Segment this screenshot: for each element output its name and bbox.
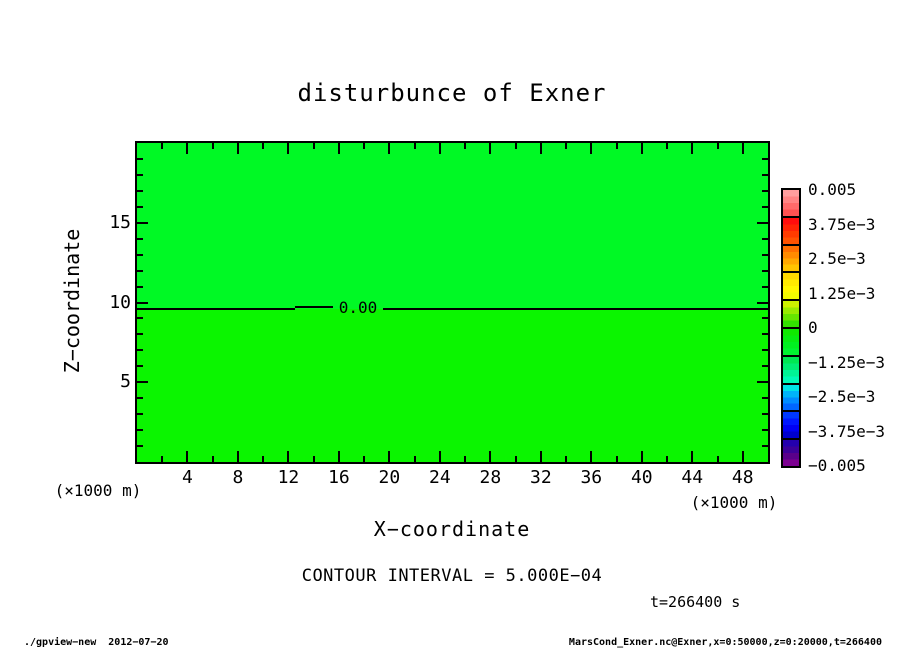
- y-axis-unit: (×1000 m): [54, 481, 142, 500]
- colorbar-cell: [783, 329, 799, 357]
- y-tick-mark: [137, 190, 143, 192]
- colorbar-cell: [783, 440, 799, 466]
- colorbar-cell: [783, 246, 799, 274]
- y-tick-mark: [762, 286, 768, 288]
- y-tick-mark: [137, 381, 148, 383]
- y-tick-label: 15: [109, 211, 131, 233]
- colorbar-cell: [783, 273, 799, 301]
- y-tick-mark: [137, 445, 143, 447]
- x-tick-label: 28: [479, 467, 502, 488]
- x-tick-mark: [313, 456, 315, 462]
- colorbar-cell: [783, 301, 799, 329]
- colorbar-cell: [783, 357, 799, 385]
- y-tick-mark: [762, 349, 768, 351]
- colorbar-tick-label: −0.005: [808, 456, 866, 475]
- y-tick-mark: [762, 429, 768, 431]
- y-tick-mark: [757, 381, 768, 383]
- y-tick-mark: [762, 254, 768, 256]
- time-caption: t=266400 s: [650, 593, 741, 611]
- x-tick-mark: [489, 143, 491, 154]
- x-tick-label: 40: [630, 467, 653, 488]
- field-region-lower: [137, 309, 768, 462]
- y-tick-mark: [137, 349, 143, 351]
- plot-field: [137, 143, 768, 462]
- x-tick-label: 36: [580, 467, 603, 488]
- x-tick-mark: [439, 451, 441, 462]
- x-tick-mark: [565, 143, 567, 149]
- x-tick-mark: [388, 451, 390, 462]
- y-tick-mark: [762, 317, 768, 319]
- y-tick-mark: [762, 158, 768, 160]
- x-tick-mark: [237, 451, 239, 462]
- x-tick-mark: [439, 143, 441, 154]
- y-tick-mark: [762, 333, 768, 335]
- x-tick-mark: [262, 456, 264, 462]
- x-tick-mark: [691, 451, 693, 462]
- colorbar-tick-label: 0.005: [808, 180, 857, 199]
- x-tick-mark: [641, 143, 643, 154]
- x-tick-label: 44: [681, 467, 704, 488]
- y-tick-mark: [762, 270, 768, 272]
- x-tick-mark: [489, 451, 491, 462]
- x-tick-mark: [515, 143, 517, 149]
- plot-area: [135, 141, 770, 464]
- x-tick-mark: [363, 143, 365, 149]
- x-tick-mark: [363, 456, 365, 462]
- x-tick-mark: [464, 456, 466, 462]
- x-tick-mark: [414, 143, 416, 149]
- x-tick-label: 32: [529, 467, 552, 488]
- zero-contour-line: [383, 308, 768, 310]
- colorbar-tick-label: −1.25e−3: [808, 352, 886, 372]
- x-tick-mark: [186, 143, 188, 154]
- y-tick-mark: [137, 333, 143, 335]
- x-tick-mark: [414, 456, 416, 462]
- x-tick-label: 24: [429, 467, 451, 488]
- x-tick-mark: [691, 143, 693, 154]
- y-tick-mark: [762, 190, 768, 192]
- colorbar-cell: [783, 218, 799, 246]
- x-tick-mark: [287, 451, 289, 462]
- x-tick-label: 8: [232, 467, 244, 488]
- y-tick-mark: [137, 429, 143, 431]
- x-tick-mark: [565, 456, 567, 462]
- y-tick-mark: [137, 158, 143, 160]
- y-tick-mark: [137, 413, 143, 415]
- footer-command: ./gpview−new 2012−07−20: [24, 637, 169, 648]
- x-tick-mark: [717, 143, 719, 149]
- chart-title: disturbunce of Exner: [297, 79, 607, 107]
- y-tick-mark: [137, 286, 143, 288]
- x-tick-mark: [641, 451, 643, 462]
- x-tick-mark: [742, 143, 744, 154]
- x-tick-mark: [464, 143, 466, 149]
- x-tick-mark: [616, 456, 618, 462]
- zero-contour-label: 0.00: [338, 298, 378, 317]
- y-tick-mark: [137, 222, 148, 224]
- x-tick-mark: [212, 456, 214, 462]
- y-tick-mark: [762, 445, 768, 447]
- x-tick-mark: [742, 451, 744, 462]
- x-tick-mark: [540, 143, 542, 154]
- y-tick-mark: [762, 413, 768, 415]
- x-tick-mark: [590, 451, 592, 462]
- x-tick-mark: [717, 456, 719, 462]
- x-tick-label: 48: [731, 467, 754, 488]
- colorbar-tick-label: 3.75e−3: [808, 214, 876, 234]
- footer-source: MarsCond_Exner.nc@Exner,x=0:50000,z=0:20000,t=266400: [568, 637, 882, 648]
- y-tick-mark: [137, 397, 143, 399]
- y-tick-mark: [137, 238, 143, 240]
- x-axis-unit: (×1000 m): [690, 493, 778, 512]
- zero-contour-line: [137, 308, 295, 310]
- colorbar: [781, 188, 801, 468]
- colorbar-cell: [783, 190, 799, 218]
- colorbar-tick-label: 2.5e−3: [808, 249, 866, 268]
- x-tick-mark: [590, 143, 592, 154]
- x-tick-mark: [540, 451, 542, 462]
- x-tick-mark: [666, 456, 668, 462]
- colorbar-cell: [783, 412, 799, 440]
- y-tick-label: 5: [120, 371, 131, 393]
- y-tick-mark: [757, 302, 768, 304]
- x-tick-label: 20: [378, 467, 401, 488]
- x-tick-label: 4: [182, 467, 193, 488]
- x-tick-mark: [666, 143, 668, 149]
- x-tick-mark: [388, 143, 390, 154]
- colorbar-tick-label: 1.25e−3: [808, 283, 876, 303]
- y-tick-mark: [137, 174, 143, 176]
- colorbar-tick-label: −2.5e−3: [808, 387, 876, 406]
- field-region-upper: [137, 143, 768, 309]
- y-tick-mark: [137, 317, 143, 319]
- y-tick-mark: [762, 174, 768, 176]
- y-tick-label: 10: [109, 291, 131, 313]
- x-tick-mark: [515, 456, 517, 462]
- x-tick-mark: [186, 451, 188, 462]
- colorbar-cell: [783, 385, 799, 413]
- y-tick-mark: [762, 238, 768, 240]
- y-tick-mark: [137, 254, 143, 256]
- x-tick-mark: [616, 143, 618, 149]
- x-tick-mark: [161, 456, 163, 462]
- colorbar-tick-label: 0: [808, 318, 818, 337]
- y-tick-mark: [762, 206, 768, 208]
- x-tick-mark: [338, 451, 340, 462]
- y-tick-mark: [762, 365, 768, 367]
- x-axis-title: X−coordinate: [373, 517, 531, 541]
- x-tick-mark: [287, 143, 289, 154]
- x-tick-mark: [338, 143, 340, 154]
- colorbar-tick-label: −3.75e−3: [808, 421, 886, 441]
- y-tick-mark: [137, 302, 148, 304]
- y-tick-mark: [762, 397, 768, 399]
- x-tick-mark: [262, 143, 264, 149]
- zero-contour-line: [295, 306, 333, 308]
- y-tick-mark: [137, 365, 143, 367]
- x-tick-label: 16: [328, 467, 350, 488]
- x-tick-mark: [212, 143, 214, 149]
- y-tick-mark: [137, 206, 143, 208]
- y-axis-title: Z−coordinate: [60, 228, 84, 374]
- y-tick-mark: [757, 222, 768, 224]
- x-tick-label: 12: [277, 467, 300, 488]
- x-tick-mark: [237, 143, 239, 154]
- x-tick-mark: [313, 143, 315, 149]
- x-tick-mark: [161, 143, 163, 149]
- y-tick-mark: [137, 270, 143, 272]
- contour-interval-caption: CONTOUR INTERVAL = 5.000E−04: [301, 566, 603, 586]
